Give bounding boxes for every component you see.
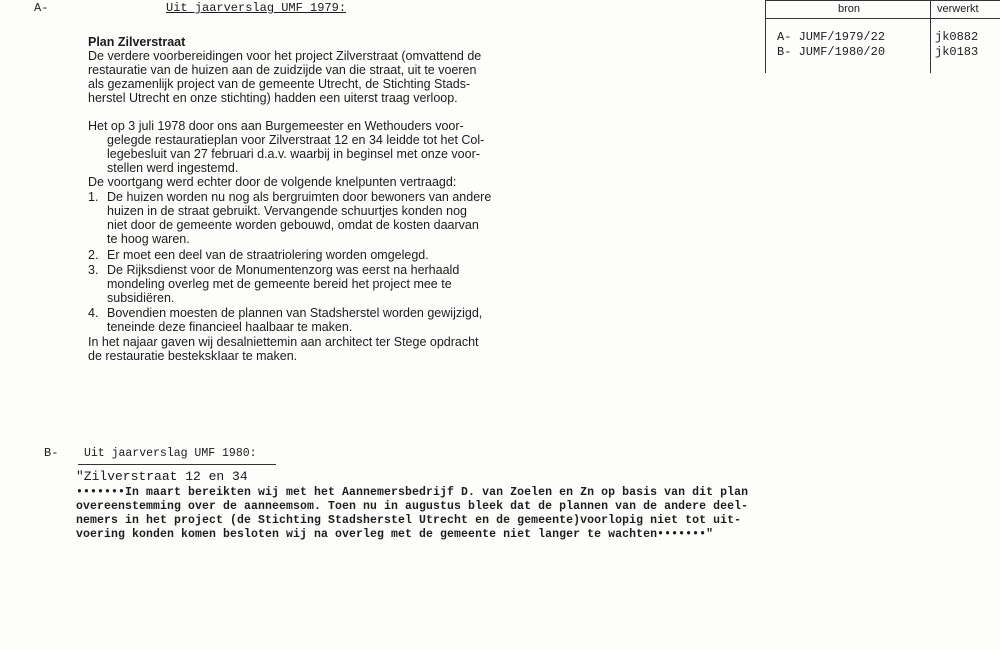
table-header-bron: bron (838, 3, 861, 15)
list-item-number: 3. (88, 263, 99, 277)
para2-line: gelegde restauratieplan voor Zilverstraat 12 en 34 leidde tot het Col- (107, 133, 485, 147)
section-b-line: overeenstemming over de aanneemsom. Toen nu in augustus bleek dat de plannen van de andere deel- (76, 500, 749, 513)
list-item-line: De Rijksdienst voor de Monumentenzorg was eerst na herhaald (107, 263, 460, 277)
section-b-quote-title: "Zilverstraat 12 en 34 (76, 469, 248, 484)
list-item-line: subsidiëren. (107, 291, 175, 305)
list-item-line: teneinde deze financieel haalbaar te maken. (107, 320, 353, 334)
para2-line: legebesluit van 27 februari d.a.v. waarbij in beginsel met onze voor- (107, 147, 480, 161)
section-b-line: •••••••In maart bereikten wij met het Aannemersbedrijf D. van Zoelen en Zn op basis van dit plan (76, 486, 749, 499)
list-item-line: De huizen worden nu nog als bergruimten door bewoners van andere (107, 190, 492, 204)
list-item-line: te hoog waren. (107, 232, 190, 246)
para1-line: De verdere voorbereidingen voor het project Zilverstraat (omvattend de (88, 49, 482, 63)
section-a-title: Plan Zilverstraat (88, 35, 186, 49)
table-cell-bron-a: A- JUMF/1979/22 (777, 30, 886, 44)
table-cell-verwerkt-a: jk0882 (935, 30, 979, 44)
marker-a: A- (34, 1, 49, 15)
list-item-line: Er moet een deel van de straatriolering worden omgelegd. (107, 248, 429, 262)
closing-line: In het najaar gaven wij desalniettemin aan architect ter Stege opdracht (88, 335, 479, 349)
section-b-header: Uit jaarverslag UMF 1980: (84, 447, 257, 460)
table-column-rule (930, 0, 931, 73)
para1-line: herstel Utrecht en onze stichting) hadden een uiterst traag verloop. (88, 91, 458, 105)
section-b-line: voering konden komen besloten wij na overleg met de gemeente niet langer te wachten•••••••" (76, 528, 714, 541)
para2-line: stellen werd ingestemd. (107, 161, 239, 175)
table-header-verwerkt: verwerkt (937, 3, 979, 15)
table-header-rule (765, 18, 1000, 19)
section-b-line: nemers in het project (de Stichting Stadsherstel Utrecht en de gemeente)voorlopig niet tot uit- (76, 514, 742, 527)
section-a-header: Uit jaarverslag UMF 1979: (166, 1, 347, 15)
list-item-number: 4. (88, 306, 99, 320)
list-item-number: 1. (88, 190, 99, 204)
para2-line: Het op 3 juli 1978 door ons aan Burgemeester en Wethouders voor- (88, 119, 464, 133)
table-left-rule (765, 0, 766, 73)
list-item-line: niet door de gemeente worden gebouwd, omdat de kosten daarvan (107, 218, 479, 232)
source-table (765, 0, 1000, 73)
section-b-header-rule (78, 464, 276, 465)
para2-line: De voortgang werd echter door de volgende knelpunten vertraagd: (88, 175, 457, 189)
table-top-rule (765, 0, 1000, 1)
para1-line: als gezamenlijk project van de gemeente Utrecht, de Stichting Stads- (88, 77, 471, 91)
closing-line: de restauratie bestekskIaar te maken. (88, 349, 298, 363)
para1-line: restauratie van de huizen aan de zuidzijde van die straat, uit te voeren (88, 63, 477, 77)
table-cell-bron-b: B- JUMF/1980/20 (777, 45, 886, 59)
table-cell-verwerkt-b: jk0183 (935, 45, 979, 59)
list-item-line: mondeling overleg met de gemeente bereid het project mee te (107, 277, 452, 291)
list-item-number: 2. (88, 248, 99, 262)
marker-b: B- (44, 446, 59, 460)
list-item-line: Bovendien moesten de plannen van Stadsherstel worden gewijzigd, (107, 306, 483, 320)
list-item-line: huizen in de straat gebruikt. Vervangende schuurtjes konden nog (107, 204, 467, 218)
